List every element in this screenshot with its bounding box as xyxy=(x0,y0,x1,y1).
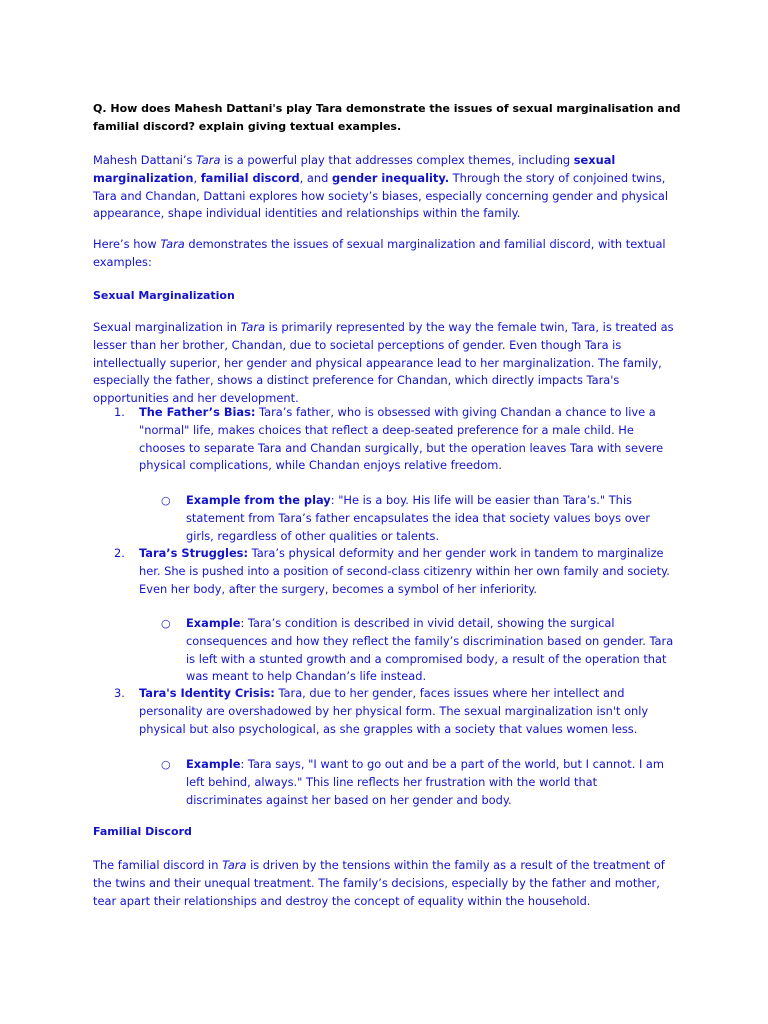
intro-paragraph-1 xyxy=(93,152,678,223)
theme-term: familial discord xyxy=(200,170,300,185)
bullet-icon: ○ xyxy=(161,494,171,507)
intro-text: , xyxy=(193,170,201,185)
question-text: Q. How does Mahesh Dattani's play Tara demonstrate the issues of sexual marginalisation and familial discord? explain giving textual examples. xyxy=(93,102,681,133)
list-item-text: Tara’s father, who is obsessed with giving Chandan a chance to live a "normal" life, makes choices that reflect a deep-seated preference for a male child. He chooses to separate Tara and Chandan surgically, but the operation leaves Tara with severe physical complications, while Chandan enjoys relative freedom. xyxy=(139,405,664,473)
section-heading-sexual-marginalization: Sexual Marginalization xyxy=(93,289,235,302)
list-number: 3. xyxy=(114,686,125,700)
example-item xyxy=(186,492,676,545)
list-item-title: Tara's Identity Crisis: xyxy=(139,686,275,700)
bullet-icon: ○ xyxy=(161,758,171,771)
paragraph-text: is primarily represented by the way the female twin, Tara, is treated as lesser than her brother, Chandan, due to societal perceptions of gender. Even though Tara is intellectually superior, her gender and physical appearance lead to her marginalization. The family, especially the father, shows a distinct preference for Chandan, which directly impacts Tara's opportunities and her development. xyxy=(93,320,674,406)
list-number: 2. xyxy=(114,546,125,560)
paragraph-text: Sexual marginalization in xyxy=(93,320,241,334)
intro-text: , and xyxy=(299,170,332,185)
example-title: Example xyxy=(186,616,241,630)
list-item-text: Tara, due to her gender, faces issues where her intellect and personality are overshadowed by her physical form. The sexual marginalization isn't only physical but also psychological, as she grapples with a society that values women less. xyxy=(139,686,649,736)
example-title: Example from the play xyxy=(186,493,331,507)
section1-paragraph xyxy=(93,319,678,408)
play-title: Tara xyxy=(196,153,221,167)
list-number: 1. xyxy=(114,405,125,419)
list-item xyxy=(139,404,674,475)
theme-term: sexual marginalization xyxy=(93,153,616,185)
intro-text: Through the story of conjoined twins, Tara and Chandan, Dattani explores how society’s biases, especially concerning gender and physical appearance, shape individual identities and relationships within the family. xyxy=(93,170,669,221)
example-item xyxy=(186,615,676,686)
intro-text: Mahesh Dattani’s xyxy=(93,153,197,167)
section-heading-familial-discord: Familial Discord xyxy=(93,825,192,838)
intro-text: demonstrates the issues of sexual marginalization and familial discord, with textual examples: xyxy=(93,237,666,269)
intro-paragraph-2 xyxy=(93,236,678,272)
list-item-title: Tara’s Struggles: xyxy=(139,546,249,560)
play-title: Tara xyxy=(160,237,185,251)
intro-text: Here’s how xyxy=(93,237,161,251)
list-item xyxy=(139,685,674,738)
paragraph-text: The familial discord in xyxy=(93,858,223,872)
theme-term: gender inequality. xyxy=(331,170,450,185)
play-title: Tara xyxy=(240,320,266,334)
list-item xyxy=(139,545,674,598)
example-title: Example xyxy=(186,757,241,771)
example-text: : Tara’s condition is described in vivid detail, showing the surgical consequences and how they reflect the family’s discrimination based on gender. Tara is left with a stunted growth and a compromised body, a result of the operation that was meant to help Chandan’s life instead. xyxy=(186,616,674,684)
paragraph-text: is driven by the tensions within the family as a result of the treatment of the twins and their unequal treatment. The family’s decisions, especially by the father and mother, tear apart their relationships and destroy the concept of equality within the household. xyxy=(93,858,665,908)
list-item-title: The Father’s Bias: xyxy=(139,405,256,419)
example-item xyxy=(186,756,676,809)
example-text: : "He is a boy. His life will be easier than Tara’s." This statement from Tara’s father encapsulates the idea that society values boys over girls, regardless of other qualities or talents. xyxy=(186,493,651,543)
bullet-icon: ○ xyxy=(161,617,171,630)
list-item-text: Tara’s physical deformity and her gender work in tandem to marginalize her. She is pushed into a position of second-class citizenry within her own family and society. Even her body, after the surgery, becomes a symbol of her inferiority. xyxy=(139,546,670,596)
section2-paragraph xyxy=(93,857,678,910)
play-title: Tara xyxy=(222,858,247,872)
intro-text: is a powerful play that addresses complex themes, including xyxy=(220,153,574,167)
example-text: : Tara says, "I want to go out and be a part of the world, but I cannot. I am left behind, always." This line reflects her frustration with the world that discriminates against her based on her gender and body. xyxy=(186,757,665,807)
